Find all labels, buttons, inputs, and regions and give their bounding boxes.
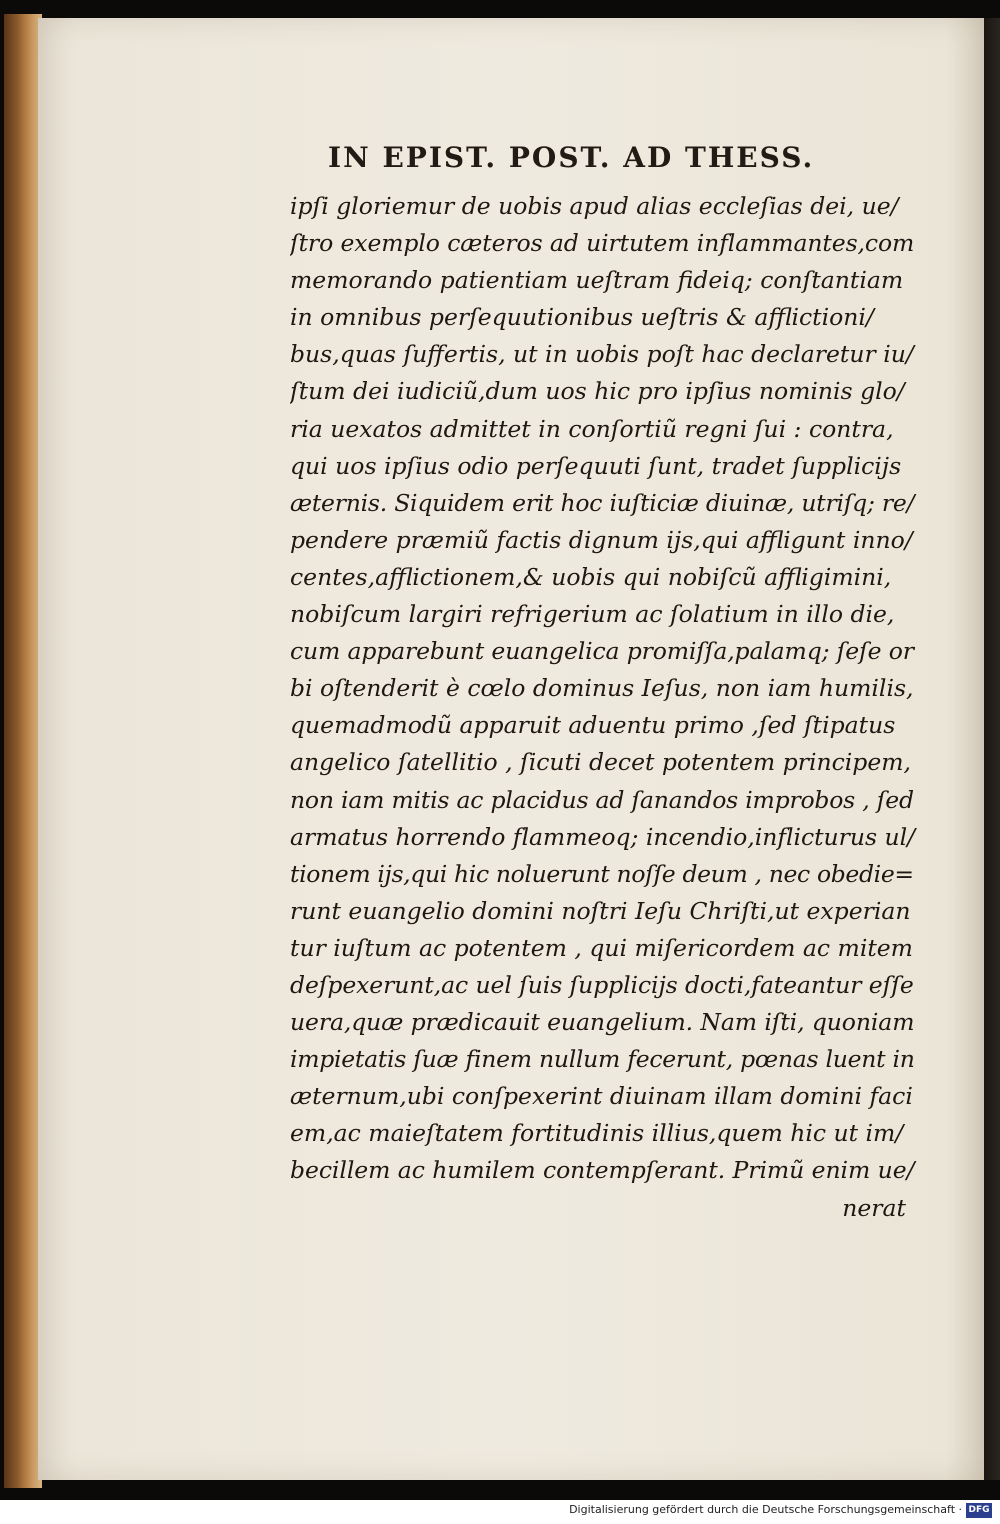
catchword: nerat — [842, 1193, 906, 1222]
text-line: æternis. Siquidem erit hoc iuſticiæ diuinæ, utriſq; re/ — [290, 488, 915, 517]
text-line: æternum,ubi conſpexerint diuinam illam domini faci — [290, 1082, 913, 1111]
text-line: tionem ijs,qui hic noluerunt noſſe deum , nec obedie= — [290, 859, 914, 888]
text-line: ſtum dei iudiciũ,dum uos hic pro ipſius nominis glo/ — [290, 377, 905, 406]
text-line: armatus horrendo flammeoq; incendio,inflicturus ul/ — [290, 822, 915, 851]
text-line: ipſi gloriemur de uobis apud alias eccleſias dei, ue/ — [290, 192, 899, 220]
funding-credit: Digitalisierung gefördert durch die Deutsche Forschungsgemeinschaft · — [569, 1503, 962, 1516]
running-head: IN EPIST. POST. AD THESS. — [328, 141, 815, 174]
body-text — [290, 188, 920, 1227]
text-line: angelico ſatellitio , ſicuti decet potentem principem, — [290, 748, 911, 777]
text-line: runt euangelio domini noſtri Ieſu Chriſti,ut experian — [290, 896, 911, 925]
text-line: qui uos ipſius odio perſequuti ſunt, tradet ſupplicijs — [290, 451, 902, 480]
text-line: centes,afflictionem,& uobis qui nobiſcũ affligimini, — [290, 562, 892, 591]
text-line: bus,quas ſuffertis, ut in uobis poſt hac declaretur iu/ — [290, 340, 914, 369]
text-line: memorando patientiam ueſtram fideiq; conſtantiam — [290, 266, 904, 295]
text-line: nobiſcum largiri refrigerium ac ſolatium in illo die, — [290, 600, 895, 629]
text-line: quemadmodũ apparuit aduentu primo ,ſed ſtipatus — [290, 711, 896, 740]
text-line: tur iuſtum ac potentem , qui miſericordem ac mitem — [290, 933, 913, 962]
text-line: becillem ac humilem contempſerant. Primũ enim ue/ — [290, 1156, 915, 1185]
text-line: em,ac maieſtatem fortitudinis illius,quem hic ut im/ — [290, 1119, 904, 1148]
text-line: non iam mitis ac placidus ad ſanandos improbos , ſed — [290, 785, 914, 814]
text-line: pendere præmiũ factis dignum ijs,qui affligunt inno/ — [290, 525, 913, 554]
page-shadow — [984, 18, 1000, 1480]
text-line: ſtro exemplo cæteros ad uirtutem inflammantes,com — [290, 229, 915, 258]
dfg-logo: DFG — [966, 1503, 992, 1518]
footer-bar — [0, 1500, 1000, 1524]
text-line: uera,quæ prædicauit euangelium. Nam iſti, quoniam — [290, 1008, 915, 1037]
text-line: ria uexatos admittet in conſortiũ regni ſui : contra, — [290, 414, 894, 443]
book-fore-edge — [4, 14, 42, 1488]
text-line: in omnibus perſequutionibus ueſtris & afflictioni/ — [290, 303, 874, 332]
text-line: impietatis ſuæ finem nullum fecerunt, pœnas luent in — [290, 1045, 915, 1074]
text-line: bi oſtenderit è cœlo dominus Ieſus, non iam humilis, — [290, 674, 914, 703]
text-line: cum apparebunt euangelica promiſſa,palamq; ſeſe or — [290, 637, 914, 666]
text-line: deſpexerunt,ac uel ſuis ſupplicijs docti,fateantur eſſe — [290, 970, 914, 999]
